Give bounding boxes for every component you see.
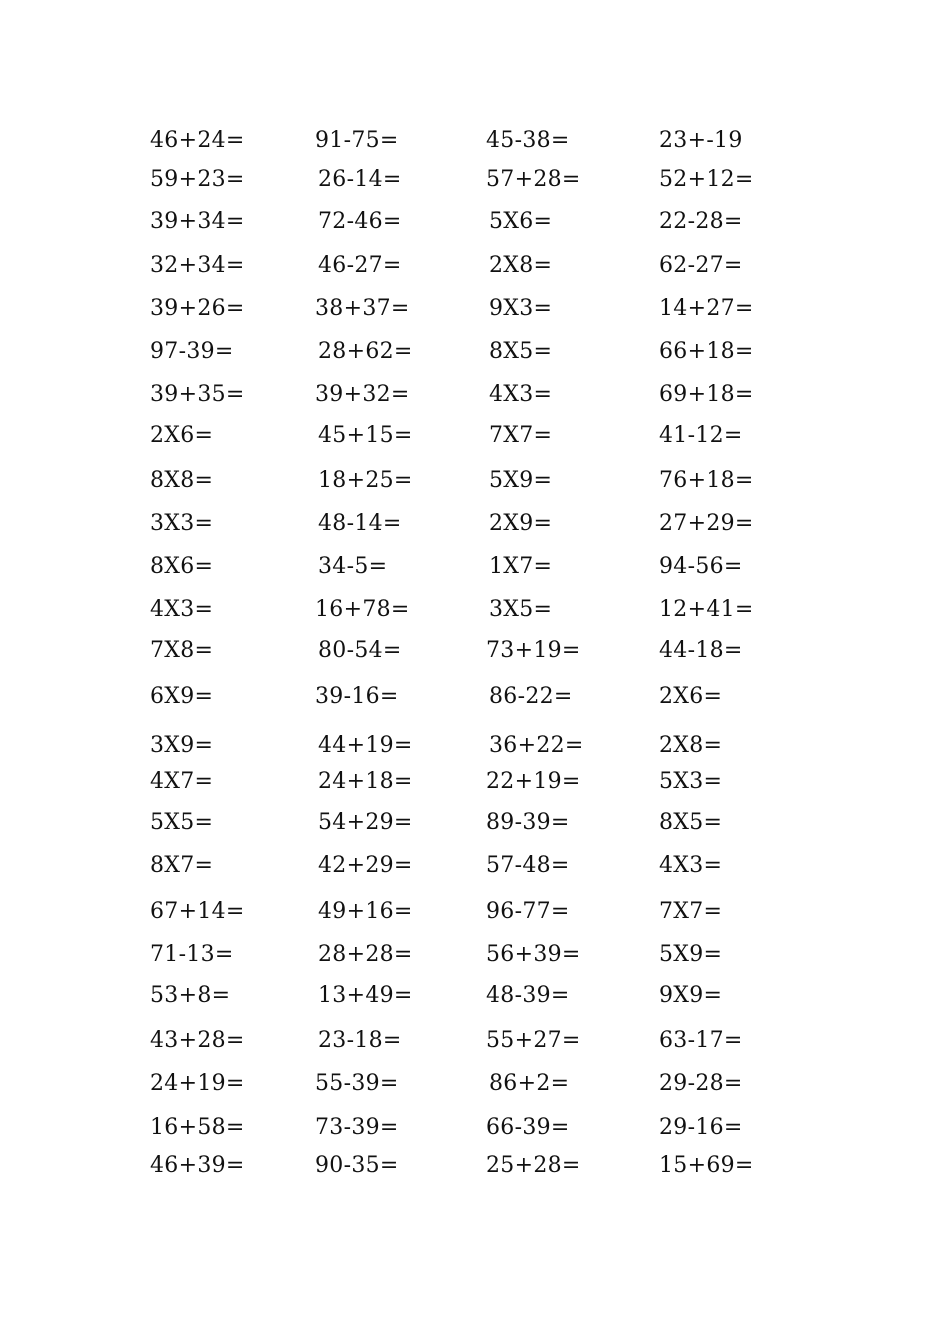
- math-problem: 1X7=: [489, 554, 553, 579]
- math-problem: 59+23=: [150, 167, 245, 192]
- math-problem: 54+29=: [318, 810, 413, 835]
- math-problem: 62-27=: [659, 253, 743, 278]
- math-problem: 28+28=: [318, 942, 413, 967]
- math-problem: 48-14=: [318, 511, 402, 536]
- math-problem: 25+28=: [486, 1153, 581, 1178]
- math-problem: 57-48=: [486, 853, 570, 878]
- math-problem: 2X6=: [150, 423, 214, 448]
- math-problem: 67+14=: [150, 899, 245, 924]
- math-problem: 5X3=: [659, 769, 723, 794]
- math-problem: 72-46=: [318, 209, 402, 234]
- math-problem: 3X5=: [489, 597, 553, 622]
- math-problem: 90-35=: [315, 1153, 399, 1178]
- math-problem: 18+25=: [318, 468, 413, 493]
- math-problem: 96-77=: [486, 899, 570, 924]
- math-problem: 5X6=: [489, 209, 553, 234]
- math-problem: 97-39=: [150, 339, 234, 364]
- math-problem: 12+41=: [659, 597, 754, 622]
- math-problem: 57+28=: [486, 167, 581, 192]
- math-problem: 9X3=: [489, 296, 553, 321]
- math-problem: 34-5=: [318, 554, 388, 579]
- math-problem: 7X7=: [489, 423, 553, 448]
- math-problem: 49+16=: [318, 899, 413, 924]
- math-problem: 32+34=: [150, 253, 245, 278]
- math-problem: 15+69=: [659, 1153, 754, 1178]
- math-problem: 16+58=: [150, 1115, 245, 1140]
- math-problem: 39-16=: [315, 684, 399, 709]
- math-problem: 6X9=: [150, 684, 214, 709]
- math-problem: 24+18=: [318, 769, 413, 794]
- math-problem: 39+34=: [150, 209, 245, 234]
- math-problem: 41-12=: [659, 423, 743, 448]
- math-problem: 13+49=: [318, 983, 413, 1008]
- math-problem: 7X8=: [150, 638, 214, 663]
- math-problem: 89-39=: [486, 810, 570, 835]
- math-problem: 5X9=: [659, 942, 723, 967]
- math-problem: 46+39=: [150, 1153, 245, 1178]
- math-problem: 44+19=: [318, 733, 413, 758]
- math-problem: 46-27=: [318, 253, 402, 278]
- math-problem: 86+2=: [489, 1071, 570, 1096]
- math-problem: 48-39=: [486, 983, 570, 1008]
- math-problem: 73+19=: [486, 638, 581, 663]
- math-problem: 4X3=: [659, 853, 723, 878]
- math-problem: 2X9=: [489, 511, 553, 536]
- math-problem: 7X7=: [659, 899, 723, 924]
- math-problem: 8X7=: [150, 853, 214, 878]
- math-problem: 43+28=: [150, 1028, 245, 1053]
- math-problem: 80-54=: [318, 638, 402, 663]
- math-problem: 27+29=: [659, 511, 754, 536]
- math-problem: 44-18=: [659, 638, 743, 663]
- math-problem: 4X7=: [150, 769, 214, 794]
- math-problem: 8X6=: [150, 554, 214, 579]
- math-problem: 36+22=: [489, 733, 584, 758]
- math-problem: 8X8=: [150, 468, 214, 493]
- math-problem: 26-14=: [318, 167, 402, 192]
- math-problem: 9X9=: [659, 983, 723, 1008]
- math-problem: 63-17=: [659, 1028, 743, 1053]
- math-problem: 5X5=: [150, 810, 214, 835]
- math-problem: 24+19=: [150, 1071, 245, 1096]
- math-problem: 71-13=: [150, 942, 234, 967]
- math-problem: 39+35=: [150, 382, 245, 407]
- math-problem: 2X8=: [489, 253, 553, 278]
- math-problem: 22+19=: [486, 769, 581, 794]
- math-problem: 14+27=: [659, 296, 754, 321]
- math-problem: 29-16=: [659, 1115, 743, 1140]
- math-problem: 46+24=: [150, 128, 245, 153]
- math-problem: 55-39=: [315, 1071, 399, 1096]
- math-problem: 5X9=: [489, 468, 553, 493]
- math-problem: 4X3=: [489, 382, 553, 407]
- math-problem: 94-56=: [659, 554, 743, 579]
- math-problem: 2X8=: [659, 733, 723, 758]
- math-problem: 22-28=: [659, 209, 743, 234]
- math-problem: 29-28=: [659, 1071, 743, 1096]
- math-problem: 16+78=: [315, 597, 410, 622]
- math-problem: 3X9=: [150, 733, 214, 758]
- math-problem: 56+39=: [486, 942, 581, 967]
- math-problem: 42+29=: [318, 853, 413, 878]
- math-problem: 28+62=: [318, 339, 413, 364]
- math-problem: 86-22=: [489, 684, 573, 709]
- math-problem: 4X3=: [150, 597, 214, 622]
- math-problem: 23-18=: [318, 1028, 402, 1053]
- math-problem: 66+18=: [659, 339, 754, 364]
- math-problem: 53+8=: [150, 983, 231, 1008]
- math-problem: 39+32=: [315, 382, 410, 407]
- math-problem: 91-75=: [315, 128, 399, 153]
- math-problem: 45-38=: [486, 128, 570, 153]
- math-problem: 66-39=: [486, 1115, 570, 1140]
- math-problem: 8X5=: [659, 810, 723, 835]
- math-problem: 38+37=: [315, 296, 410, 321]
- math-problem: 55+27=: [486, 1028, 581, 1053]
- math-problem: 76+18=: [659, 468, 754, 493]
- math-problem: 2X6=: [659, 684, 723, 709]
- math-problem: 8X5=: [489, 339, 553, 364]
- math-problem: 73-39=: [315, 1115, 399, 1140]
- math-problem: 3X3=: [150, 511, 214, 536]
- math-problem: 45+15=: [318, 423, 413, 448]
- math-problem: 69+18=: [659, 382, 754, 407]
- math-problem: 52+12=: [659, 167, 754, 192]
- math-problem: 39+26=: [150, 296, 245, 321]
- math-problem: 23+-19: [659, 128, 743, 153]
